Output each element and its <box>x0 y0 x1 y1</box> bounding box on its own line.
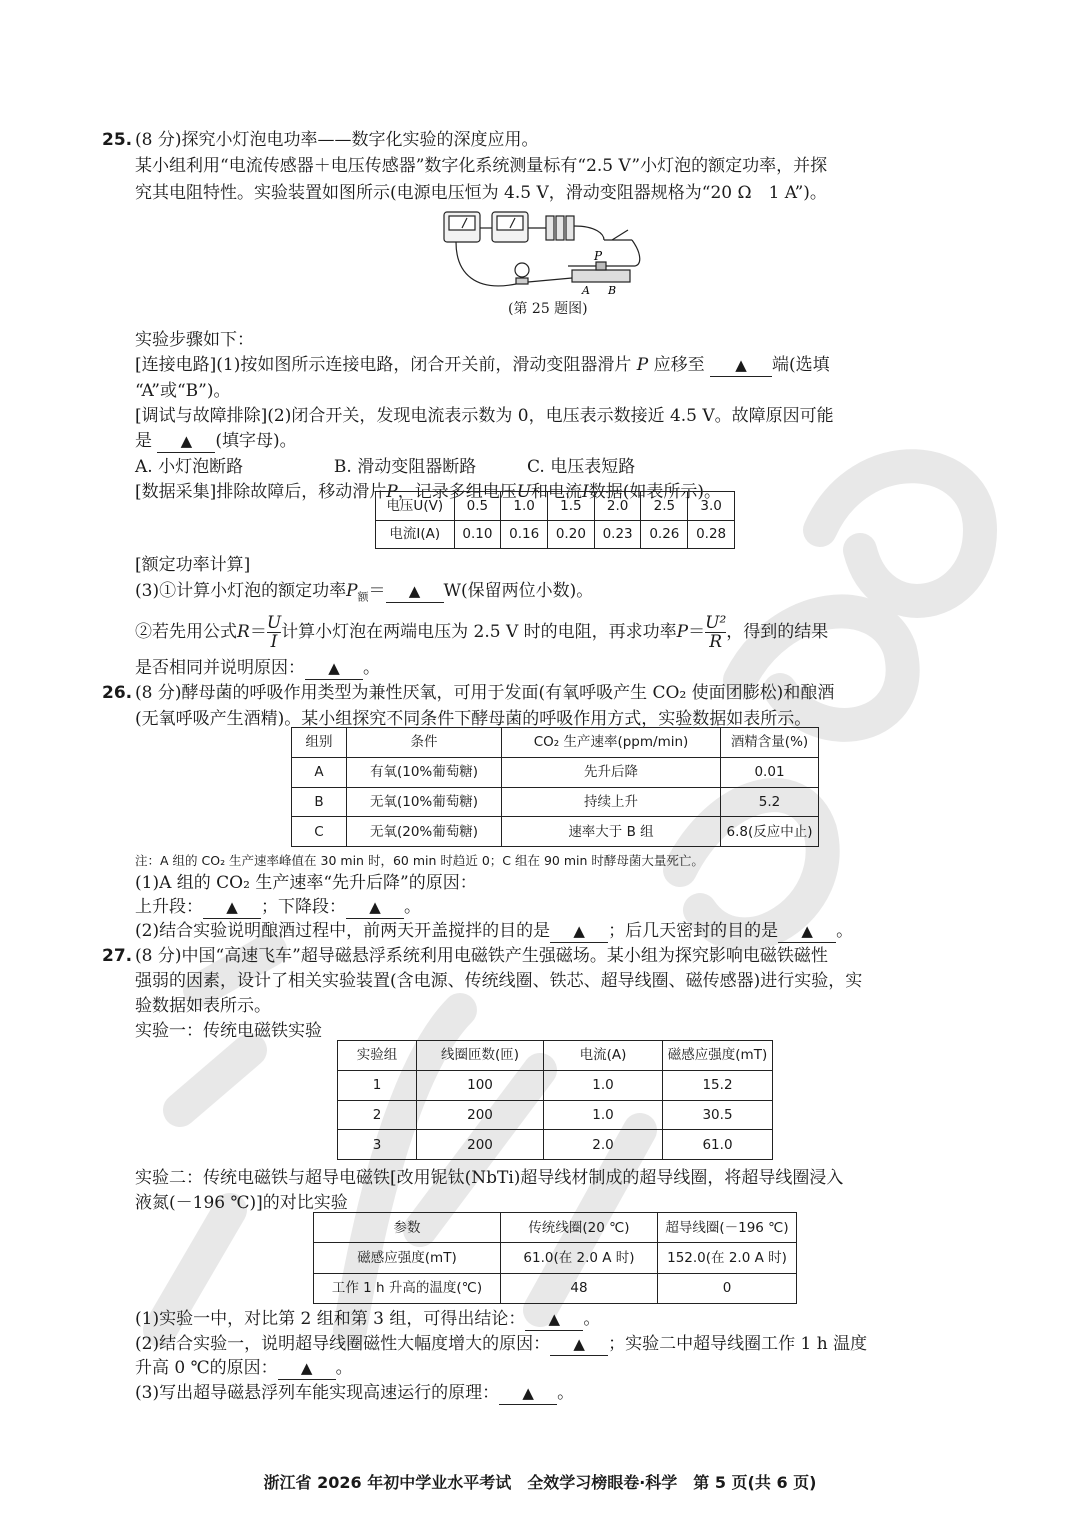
option-a: A. 小灯泡断路 <box>135 457 244 477</box>
q27-q2-cont: 升高 0 ℃的原因： ▲ 。 <box>135 1358 353 1378</box>
q27-line2: 强弱的因素，设计了相关实验装置(含电源、传统线圈、铁芯、超导线圈、磁传感器)进行实验，实 <box>135 971 863 991</box>
table-row: 3 200 2.0 61.0 <box>338 1130 773 1160</box>
question-number-26: 26. <box>102 683 133 703</box>
table-row: 工作 1 h 升高的温度(℃) 48 0 <box>314 1273 797 1303</box>
table-header: 参数 传统线圈(20 ℃) 超导线圈(－196 ℃) <box>314 1213 797 1243</box>
slider-label-p: P <box>594 249 603 263</box>
table-row: C 无氧(20%葡萄糖) 速率大于 B 组 6.8(反应中止) <box>292 817 819 847</box>
table-row: A 有氧(10%葡萄糖) 先升后降 0.01 <box>292 757 819 787</box>
terminal-label-a: A <box>582 284 590 296</box>
q27-exp2-line1: 实验二：传统电磁铁与超导电磁铁[改用铌钛(NbTi)超导线材制成的超导线圈，将超导线圈浸入 <box>135 1168 844 1188</box>
answer-blank-q26-1[interactable]: ▲ <box>203 896 261 919</box>
q26-q2: (2)结合实验说明酿酒过程中，前两天开盖搅拌的目的是 ▲ ；后几天密封的目的是 ▲ 。 <box>135 921 854 941</box>
option-b: B. 滑动变阻器断路 <box>333 457 477 477</box>
q27-line3: 验数据如表所示。 <box>135 996 271 1016</box>
q26-q1: (1)A 组的 CO₂ 生产速率“先升后降”的原因： <box>135 873 477 893</box>
option-c: C. 电压表短路 <box>527 457 636 477</box>
answer-blank-q26-3[interactable]: ▲ <box>550 920 608 943</box>
answer-blank-q25-3[interactable]: ▲ <box>386 580 444 603</box>
q27-q1: (1)实验一中，对比第 2 组和第 3 组，可得出结论： ▲ 。 <box>135 1309 601 1329</box>
answer-blank-q27-1[interactable]: ▲ <box>525 1308 583 1331</box>
q27-exp2-line2: 液氮(－196 ℃)]的对比实验 <box>135 1193 348 1213</box>
answer-blank-q26-2[interactable]: ▲ <box>346 896 404 919</box>
q25-step3: [数据采集]排除故障后，移动滑片P，记录多组电压U和电流I数据(如表所示)。 <box>135 482 722 502</box>
q26-data-table <box>291 727 819 847</box>
answer-blank-q27-2[interactable]: ▲ <box>550 1333 608 1356</box>
table-row: 1 100 1.0 15.2 <box>338 1070 773 1100</box>
page-footer: 浙江省 2026 年初中学业水平考试 全效学习榜眼卷·科学 第 5 页(共 6 页) <box>263 1473 817 1492</box>
table-row: 2 200 1.0 30.5 <box>338 1100 773 1130</box>
q25-header: (8 分)探究小灯泡电功率——数字化实验的深度应用。 <box>135 130 539 150</box>
q27-q2: (2)结合实验一，说明超导线圈磁性大幅度增大的原因： ▲ ；实验二中超导线圈工作 1 h 温度 <box>135 1334 868 1354</box>
q25-q3-2-cont: 是否相同并说明原因： ▲ 。 <box>135 658 380 678</box>
table-row: 磁感应强度(mT) 61.0(在 2.0 A 时) 152.0(在 2.0 A 时) <box>314 1243 797 1273</box>
q25-steps-heading: 实验步骤如下： <box>135 330 254 350</box>
q25-data-table <box>375 491 735 549</box>
answer-blank-q27-3[interactable]: ▲ <box>278 1357 336 1380</box>
circuit-diagram <box>436 204 648 296</box>
answer-blank-q25-1[interactable]: ▲ <box>710 354 772 377</box>
q26-q1-blanks: 上升段： ▲ ；下降段： ▲ 。 <box>135 897 421 917</box>
q25-step2: [调试与故障排除](2)闭合开关，发现电流表示数为 0，电压表示数接近 4.5 V。故障原因可能 <box>135 406 834 426</box>
table-row: 电压U(V) 0.5 1.0 1.5 2.0 2.5 3.0 <box>376 492 735 521</box>
q26-line2: (无氧呼吸产生酒精)。某小组探究不同条件下酵母菌的呼吸作用方式，实验数据如表所示。 <box>135 709 812 729</box>
q25-step1: [连接电路](1)按如图所示连接电路，闭合开关前，滑动变阻器滑片 P 应移至 ▲ 端(选填 <box>135 355 830 375</box>
table-header: 组别 条件 CO₂ 生产速率(ppm/min) 酒精含量(%) <box>292 728 819 758</box>
q25-step4: [额定功率计算] <box>135 555 251 575</box>
table-row: B 无氧(10%葡萄糖) 持续上升 5.2 <box>292 787 819 817</box>
q26-note: 注：A 组的 CO₂ 生产速率峰值在 30 min 时，60 min 时趋近 0；C 组在 90 min 时酵母菌大量死亡。 <box>135 853 704 868</box>
q25-intro-line1: 某小组利用“电流传感器＋电压传感器”数字化系统测量标有“2.5 V”小灯泡的额定功率，并探 <box>135 156 828 176</box>
question-number-25: 25. <box>102 130 133 150</box>
terminal-label-b: B <box>608 284 617 296</box>
answer-blank-q25-2[interactable]: ▲ <box>157 430 215 453</box>
q27-exp1-title: 实验一：传统电磁铁实验 <box>135 1021 322 1041</box>
q25-step2-cont: 是 ▲ (填字母)。 <box>135 431 297 451</box>
q27-q3: (3)写出超导磁悬浮列车能实现高速运行的原理： ▲ 。 <box>135 1383 575 1403</box>
q26-line1: (8 分)酵母菌的呼吸作用类型为兼性厌氧，可用于发面(有氧呼吸产生 CO₂ 使面团膨松)和酿酒 <box>135 683 835 703</box>
figure-caption: (第 25 题图) <box>508 301 588 317</box>
q27-table2 <box>313 1212 797 1304</box>
q25-intro-line2: 究其电阻特性。实验装置如图所示(电源电压恒为 4.5 V，滑动变阻器规格为“20 Ω 1 A”)。 <box>135 183 827 203</box>
q27-table1 <box>337 1040 773 1160</box>
question-number-27: 27. <box>102 946 133 966</box>
q27-line1: (8 分)中国“高速飞车”超导磁悬浮系统利用电磁铁产生强磁场。某小组为探究影响电磁铁磁性 <box>135 946 828 966</box>
answer-blank-q27-4[interactable]: ▲ <box>499 1382 557 1405</box>
q25-q3-1: (3)①计算小灯泡的额定功率$P_额=$ ▲ W(保留两位小数)。 <box>135 581 594 604</box>
answer-blank-q25-4[interactable]: ▲ <box>305 657 363 680</box>
q25-options <box>135 454 975 480</box>
answer-blank-q26-4[interactable]: ▲ <box>778 920 836 943</box>
table-header: 实验组 线圈匝数(匝) 电流(A) 磁感应强度(mT) <box>338 1041 773 1071</box>
q25-step1-options: “A”或“B”)。 <box>135 381 231 401</box>
q25-q3-2: ②若先用公式R＝ $\frac{U}{I}$ 计算小灯泡在两端电压为 2.5 V 时的电阻，再求功率P＝ $\frac{\text{U²}}{R}$ ，得到的结果 <box>135 613 829 652</box>
table-row: 电流I(A) 0.10 0.16 0.20 0.23 0.26 0.28 <box>376 520 735 549</box>
